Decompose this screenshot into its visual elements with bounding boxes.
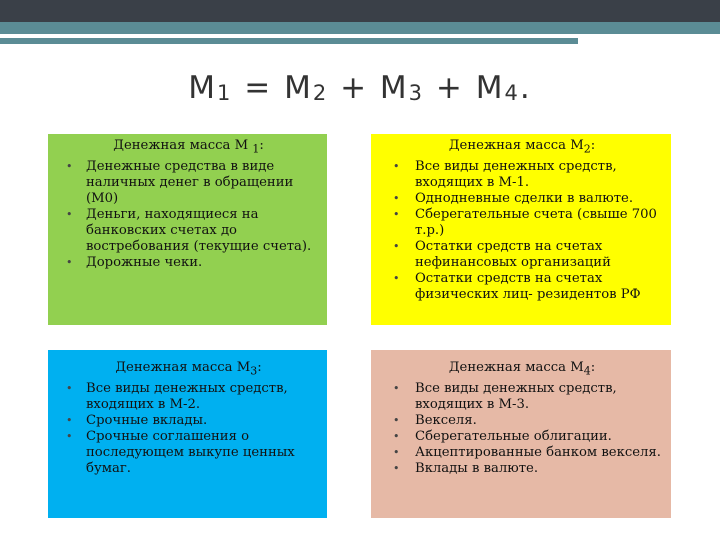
list-item: • Вклады в валюте. (381, 461, 663, 477)
list-item: • Однодневные сделки в валюте. (381, 191, 663, 207)
m3-box (48, 350, 327, 518)
list-item: • Акцептированные банком векселя. (381, 445, 663, 461)
m4-box-title: Денежная масса $М_4$: (448, 360, 596, 378)
list-item: • Срочные соглашения о последующем выкупе ценных бумаг. (58, 429, 319, 477)
slide-title: M1 = M2 + M3 + M4. (188, 70, 532, 106)
top-thin-bar (0, 38, 578, 44)
list-item: • Остатки средств на счетах физических лиц- резидентов РФ (381, 271, 663, 303)
m2-list (381, 159, 663, 303)
list-item: • Все виды денежных средств, входящих в М-1. (381, 159, 663, 191)
m1-box-title: Денежная масса М $_1$: (113, 138, 264, 156)
m4-box (371, 350, 671, 518)
m4-list (381, 381, 663, 477)
top-dark-bar (0, 0, 720, 22)
list-item: • Остатки средств на счетах нефинансовых организаций (381, 239, 663, 271)
list-item: • Векселя. (381, 413, 663, 429)
m3-list (58, 381, 319, 477)
top-accent-bar (0, 22, 720, 34)
list-item: • Все виды денежных средств, входящих в М-3. (381, 381, 663, 413)
m2-box-title: Денежная масса $М_2$: (448, 138, 596, 156)
m1-box (48, 134, 327, 325)
list-item: • Срочные вклады. (58, 413, 319, 429)
list-item: • Деньги, находящиеся на банковских счетах до востребования (текущие счета). (58, 207, 319, 255)
list-item: • Все виды денежных средств, входящих в М-2. (58, 381, 319, 413)
list-item: • Сберегательные облигации. (381, 429, 663, 445)
list-item: • Сберегательные счета (свыше 700 т.р.) (381, 207, 663, 239)
m2-box (371, 134, 671, 325)
m1-list (58, 159, 319, 271)
list-item: • Дорожные чеки. (58, 255, 319, 271)
m3-box-title: Денежная масса $М_3$: (115, 360, 262, 378)
list-item: • Денежные средства в виде наличных денег в обращении (М0) (58, 159, 319, 207)
